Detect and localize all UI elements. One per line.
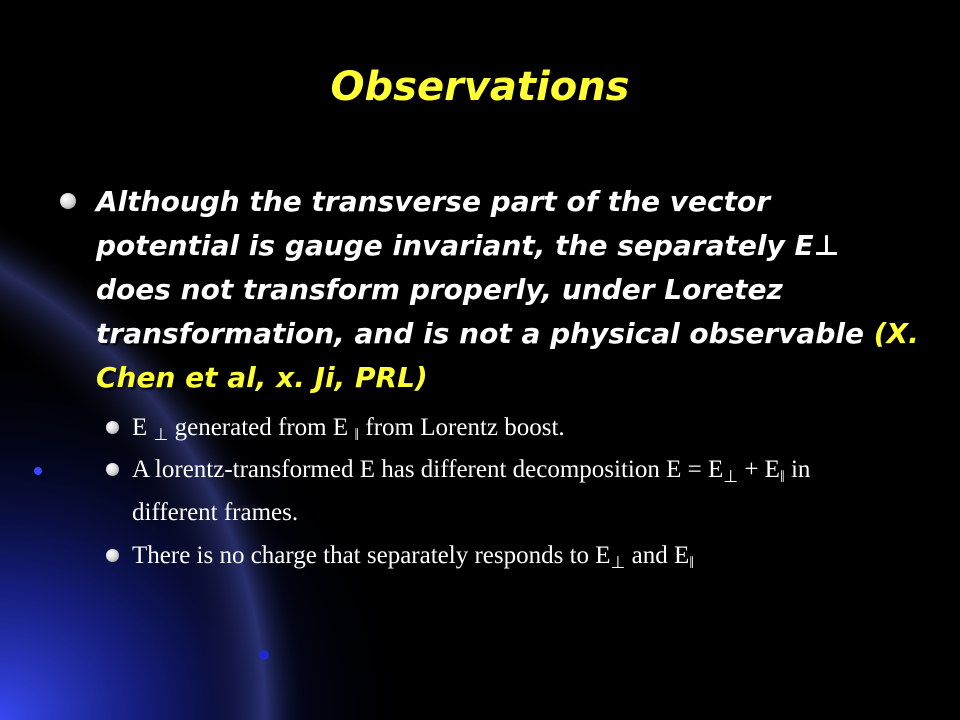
parallel-subscript: ‖ <box>689 553 695 572</box>
parallel-subscript: ‖ <box>779 467 785 486</box>
sub-bullet-text <box>132 538 896 581</box>
bullet-icon <box>106 421 119 434</box>
slide-title: Observations <box>330 64 630 110</box>
parallel-subscript: ‖ <box>354 425 360 444</box>
main-bullet-text <box>96 180 920 400</box>
bullet-icon <box>106 463 119 476</box>
text-run: from Lorentz boost. <box>359 414 565 441</box>
text-run: in different frames. <box>132 456 811 526</box>
text-run: generated from E <box>168 414 355 441</box>
text-run: There is no charge that separately responds to E <box>132 542 611 569</box>
glow-dot <box>259 650 269 660</box>
sub-bullet-2 <box>106 452 896 531</box>
perp-subscript: ⊥ <box>723 467 739 486</box>
text-run: A lorentz-transformed E has different decomposition E = E <box>132 456 724 483</box>
perp-subscript: ⊥ <box>153 425 169 444</box>
text-run: and E <box>625 542 690 569</box>
bullet-icon <box>60 193 76 209</box>
text-run: E <box>132 414 154 441</box>
reference-citation: (X. Chen et al, x. Ji, PRL) <box>96 317 919 394</box>
sub-bullet-3 <box>106 538 896 581</box>
perp-subscript: ⊥ <box>610 553 626 572</box>
main-bullet-body: Although the transverse part of the vector potential is gauge invariant, the separately E⊥ does not transform properly, under Loretez transformation, and is not a physical observable <box>96 185 874 350</box>
text-run: + E <box>738 456 780 483</box>
sub-bullet-text <box>132 410 896 453</box>
bullet-icon <box>106 549 119 562</box>
sub-bullet-text <box>132 452 896 531</box>
glow-dot <box>34 467 42 475</box>
sub-bullet-1 <box>106 410 896 453</box>
main-bullet <box>60 180 920 400</box>
